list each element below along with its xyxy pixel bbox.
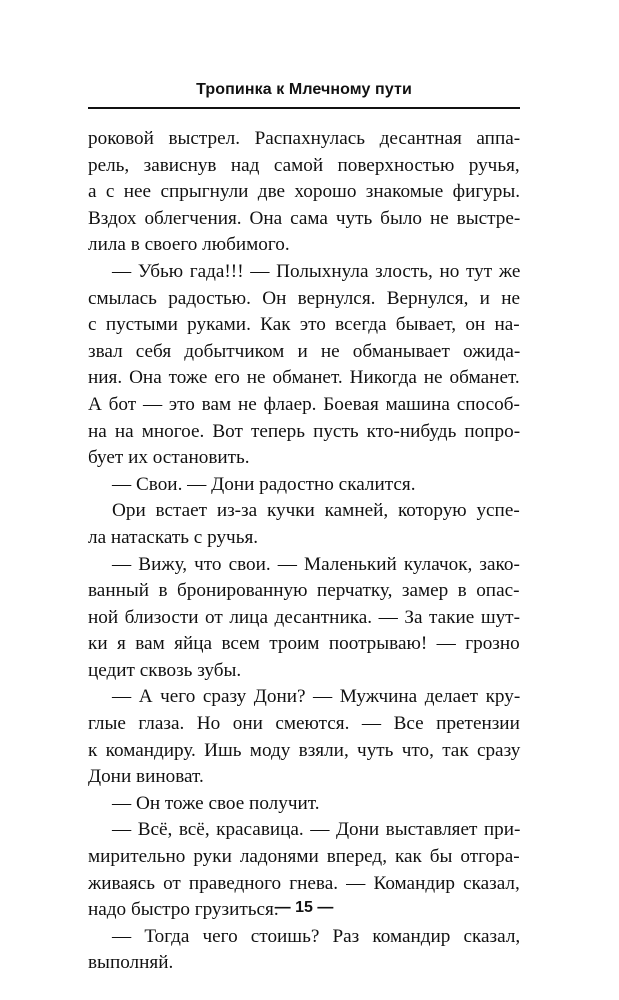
text-line: А бот — это вам не флаер. Боевая машина способ- xyxy=(88,393,520,415)
paragraph-first-line: — Тогда чего стоишь? Раз командир сказал, xyxy=(112,925,521,947)
paragraph-first-line: — А чего сразу Дони? — Мужчина делает кру- xyxy=(112,686,521,708)
text-line: глые глаза. Но они смеются. — Все претензии xyxy=(88,713,520,735)
text-line: надо быстро грузиться. xyxy=(88,899,279,921)
text-line: Вздох облегчения. Она сама чуть было не выстре- xyxy=(88,207,521,229)
running-head-title: Тропинка к Млечному пути xyxy=(196,81,412,98)
text-line: звал себя добытчиком и не обманывает ожида- xyxy=(88,340,521,362)
text-line: ки я вам яйца всем троим поотрываю! — грозно xyxy=(88,633,520,655)
text-line: лила в своего любимого. xyxy=(88,234,290,256)
text-line: бует их остановить. xyxy=(88,447,250,469)
text-line: ванный в бронированную перчатку, замер в опас- xyxy=(88,580,520,602)
text-line: на на многое. Вот теперь пусть кто-нибудь попро- xyxy=(88,420,521,442)
text-line: с пустыми руками. Как это всегда бывает, он на- xyxy=(88,314,520,336)
paragraph-first-line: — Всё, всё, красавица. — Дони выставляет при- xyxy=(112,819,521,841)
text-line: рель, зависнув над самой поверхностью ручья, xyxy=(88,154,520,176)
paragraph-first-line: — Вижу, что свои. — Маленький кулачок, зако- xyxy=(112,553,520,575)
text-line: к командиру. Ишь моду взяли, чуть что, так сразу xyxy=(88,739,521,761)
text-line: ла натаскать с ручья. xyxy=(88,526,259,548)
text-line: роковой выстрел. Распахнулась десантная аппа- xyxy=(88,128,521,149)
paragraph-first-line: — Свои. — Дони радостно скалится. xyxy=(112,473,416,495)
paragraph-first-line: — Он тоже свое получит. xyxy=(112,792,320,814)
text-line: смылась радостью. Он вернулся. Вернулся, и не xyxy=(88,287,521,309)
text-line: выполняй. xyxy=(88,952,174,974)
body-text xyxy=(88,126,520,977)
text-line: а с нее спрыгнули две хорошо знакомые фигуры. xyxy=(88,181,521,203)
page-number: — 15 — xyxy=(274,899,334,916)
paragraph-first-line: — Убью гада!!! — Полыхнула злость, но тут же xyxy=(112,260,521,282)
paragraph-first-line: Ори встает из-за кучки камней, которую успе- xyxy=(112,500,520,522)
text-line: ной близости от лица десантника. — За такие шут- xyxy=(88,606,520,628)
text-line: цедит сквозь зубы. xyxy=(88,659,242,681)
text-line: живаясь от праведного гнева. — Командир сказал, xyxy=(88,872,520,894)
text-line: ния. Она тоже его не обманет. Никогда не обманет. xyxy=(88,367,520,389)
header-rule xyxy=(88,107,520,109)
text-line: мирительно руки ладонями вперед, как бы отгора- xyxy=(88,846,520,868)
text-line: Дони виноват. xyxy=(88,766,204,788)
